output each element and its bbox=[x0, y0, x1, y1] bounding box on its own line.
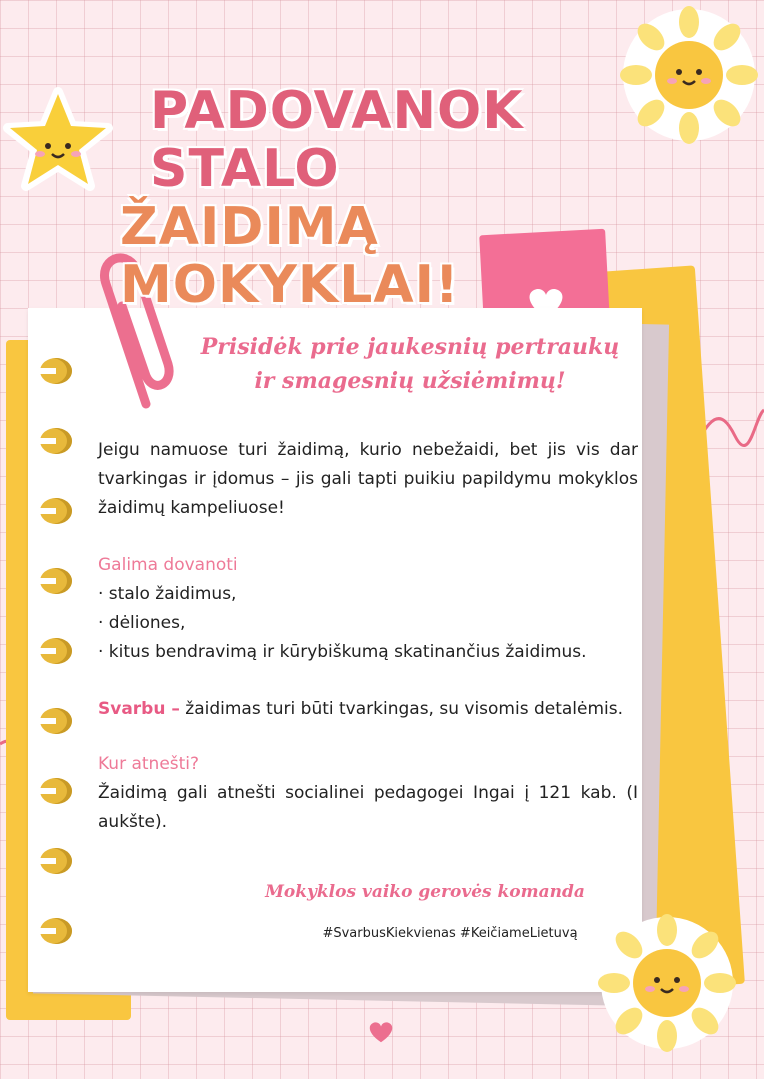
heart-icon bbox=[366, 1018, 396, 1046]
where-text: Žaidimą gali atnešti socialinei pedagogei Ingai į 121 kab. (I aukšte). bbox=[98, 783, 638, 832]
binder-hole bbox=[30, 358, 76, 384]
subtitle bbox=[160, 330, 660, 398]
subtitle-line-2: ir smagesnių užsiėmimų! bbox=[254, 368, 566, 394]
binder-hole bbox=[30, 778, 76, 804]
subtitle-line-1: Prisidėk prie jaukesnių pertraukų bbox=[200, 334, 620, 360]
binder-hole bbox=[30, 638, 76, 664]
important-text: žaidimas turi būti tvarkingas, su visomis detalėmis. bbox=[179, 699, 624, 719]
binder-hole bbox=[30, 498, 76, 524]
binder-hole bbox=[30, 848, 76, 874]
poster-title bbox=[120, 82, 680, 314]
title-line-1: PADOVANOK STALO bbox=[150, 81, 524, 199]
title-line-2: ŽAIDIMĄ MOKYKLAI! bbox=[120, 197, 460, 315]
hashtags: #SvarbusKiekvienas #KeičiameLietuvą bbox=[322, 926, 578, 941]
donate-heading: Galima dovanoti bbox=[98, 555, 238, 575]
where-heading: Kur atnešti? bbox=[98, 754, 200, 774]
binder-hole bbox=[30, 918, 76, 944]
list-item: · kitus bendravimą ir kūrybiškumą skatinančius žaidimus. bbox=[98, 642, 587, 662]
binder-hole bbox=[30, 708, 76, 734]
binder-hole bbox=[30, 568, 76, 594]
binder-hole bbox=[30, 428, 76, 454]
sun-icon bbox=[596, 912, 738, 1054]
signature: Mokyklos vaiko gerovės komanda bbox=[265, 882, 585, 902]
intro-paragraph: Jeigu namuose turi žaidimą, kurio nebežaidi, bet jis vis dar tvarkingas ir įdomus – jis gali tapti puikiu papildymu mokyklos žaidimų kampeliuose! bbox=[98, 440, 638, 518]
important-paragraph bbox=[98, 695, 638, 724]
star-icon bbox=[0, 86, 116, 202]
body-content bbox=[98, 436, 638, 837]
list-item: · stalo žaidimus, bbox=[98, 584, 237, 604]
list-item: · dėliones, bbox=[98, 613, 186, 633]
important-label: Svarbu – bbox=[98, 699, 180, 719]
